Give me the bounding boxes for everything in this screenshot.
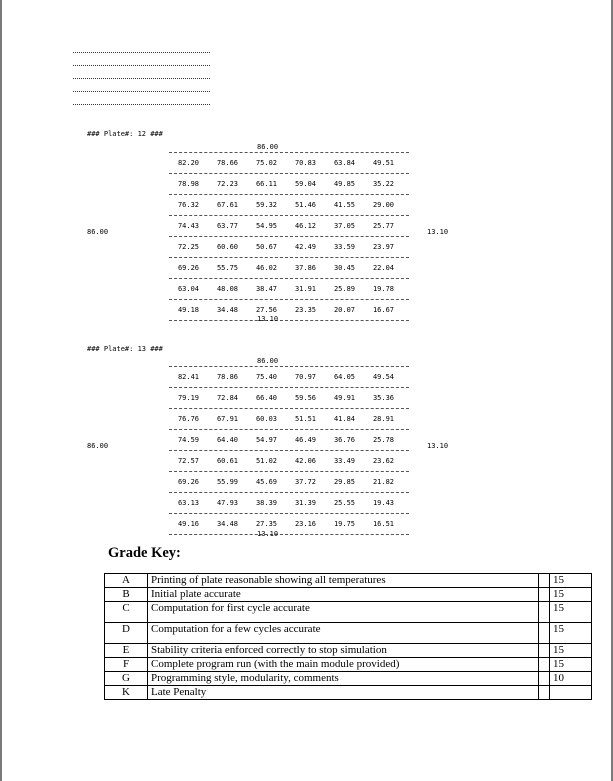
grade-letter: A [105, 574, 148, 588]
grade-letter: C [105, 602, 148, 623]
fill-in-line [73, 78, 210, 79]
grade-criterion: Complete program run (with the main module provided) [148, 658, 539, 672]
grade-key-row [105, 623, 592, 644]
grid-cell: 64.40 [216, 436, 239, 444]
grade-points: 15 [550, 602, 592, 623]
grid-cell: 67.61 [216, 201, 239, 209]
fill-in-line [73, 91, 210, 92]
grade-letter: K [105, 686, 148, 700]
grid-cell: 42.49 [294, 243, 317, 251]
grade-key-row [105, 672, 592, 686]
grid-cell: 23.62 [372, 457, 395, 465]
grid-cell: 30.45 [333, 264, 356, 272]
plate-grid [169, 152, 409, 321]
plate-right-temperature: 13.10 [427, 442, 449, 450]
grid-row [169, 514, 409, 534]
plate-grid [169, 366, 409, 535]
grid-cell: 33.59 [333, 243, 356, 251]
grid-cell: 25.89 [333, 285, 356, 293]
grid-cell: 51.02 [255, 457, 278, 465]
plate-bottom-temperature: 13.10 [257, 530, 279, 538]
grid-cell: 27.56 [255, 306, 278, 314]
column-gap [539, 686, 550, 700]
grid-row [169, 388, 409, 408]
grid-cell: 51.51 [294, 415, 317, 423]
grid-cell: 78.98 [177, 180, 200, 188]
grid-cell: 60.61 [216, 457, 239, 465]
grade-key-row [105, 658, 592, 672]
grid-cell: 41.55 [333, 201, 356, 209]
grade-key-row [105, 686, 592, 700]
grid-cell: 75.02 [255, 159, 278, 167]
grade-letter: G [105, 672, 148, 686]
grid-cell: 72.57 [177, 457, 200, 465]
grid-cell: 16.67 [372, 306, 395, 314]
grid-cell: 47.93 [216, 499, 239, 507]
grid-cell: 25.55 [333, 499, 356, 507]
fill-in-line [73, 52, 210, 53]
grid-cell: 49.91 [333, 394, 356, 402]
grid-cell: 46.49 [294, 436, 317, 444]
grid-row [169, 367, 409, 387]
grade-points: 15 [550, 588, 592, 602]
grid-cell: 70.97 [294, 373, 317, 381]
grid-cell: 25.78 [372, 436, 395, 444]
grid-cell: 28.91 [372, 415, 395, 423]
grid-row [169, 409, 409, 429]
grid-cell: 79.19 [177, 394, 200, 402]
grade-key-table [104, 573, 592, 700]
grid-cell: 60.60 [216, 243, 239, 251]
grid-cell: 74.59 [177, 436, 200, 444]
grid-cell: 70.83 [294, 159, 317, 167]
grade-points: 15 [550, 658, 592, 672]
grid-cell: 72.84 [216, 394, 239, 402]
grid-divider [169, 534, 409, 535]
grid-cell: 59.32 [255, 201, 278, 209]
grade-criterion: Late Penalty [148, 686, 539, 700]
grid-cell: 54.95 [255, 222, 278, 230]
grid-cell: 67.91 [216, 415, 239, 423]
grid-cell: 63.13 [177, 499, 200, 507]
grid-cell: 23.35 [294, 306, 317, 314]
grade-criterion: Programming style, modularity, comments [148, 672, 539, 686]
plate-left-temperature: 86.00 [87, 442, 109, 450]
grid-cell: 49.16 [177, 520, 200, 528]
plate-bottom-temperature: 13.10 [257, 315, 279, 323]
grade-points: 10 [550, 672, 592, 686]
grade-points [550, 686, 592, 700]
grade-letter: E [105, 644, 148, 658]
column-gap [539, 658, 550, 672]
column-gap [539, 574, 550, 588]
grade-key-title: Grade Key: [108, 545, 181, 561]
grid-row [169, 237, 409, 257]
grade-criterion: Computation for first cycle accurate [148, 602, 539, 623]
grid-cell: 45.69 [255, 478, 278, 486]
grid-cell: 64.05 [333, 373, 356, 381]
grid-cell: 23.97 [372, 243, 395, 251]
grade-criterion: Computation for a few cycles accurate [148, 623, 539, 644]
grid-cell: 72.23 [216, 180, 239, 188]
fill-in-line [73, 104, 210, 105]
grid-cell: 42.06 [294, 457, 317, 465]
grid-cell: 29.85 [333, 478, 356, 486]
grid-cell: 27.35 [255, 520, 278, 528]
grid-cell: 35.36 [372, 394, 395, 402]
column-gap [539, 644, 550, 658]
grid-cell: 16.51 [372, 520, 395, 528]
grid-cell: 46.02 [255, 264, 278, 272]
grade-criterion: Stability criteria enforced correctly to stop simulation [148, 644, 539, 658]
grade-letter: D [105, 623, 148, 644]
grid-cell: 41.84 [333, 415, 356, 423]
grid-cell: 37.72 [294, 478, 317, 486]
fill-in-line [73, 65, 210, 66]
grid-cell: 19.75 [333, 520, 356, 528]
grid-row [169, 279, 409, 299]
plate-left-temperature: 86.00 [87, 228, 109, 236]
grid-cell: 69.26 [177, 264, 200, 272]
grid-cell: 49.85 [333, 180, 356, 188]
grid-cell: 82.20 [177, 159, 200, 167]
grid-cell: 78.66 [216, 159, 239, 167]
grid-cell: 20.07 [333, 306, 356, 314]
grid-cell: 49.54 [372, 373, 395, 381]
grid-row [169, 300, 409, 320]
grid-row [169, 153, 409, 173]
grid-cell: 38.39 [255, 499, 278, 507]
grade-criterion: Initial plate accurate [148, 588, 539, 602]
grade-key-row [105, 602, 592, 623]
grid-row [169, 195, 409, 215]
grid-cell: 34.48 [216, 520, 239, 528]
grid-cell: 31.91 [294, 285, 317, 293]
grid-row [169, 493, 409, 513]
plate-header: ### Plate#: 13 ### [87, 345, 163, 353]
grid-cell: 82.41 [177, 373, 200, 381]
column-gap [539, 588, 550, 602]
grade-key-row [105, 574, 592, 588]
grid-divider [169, 320, 409, 321]
grid-cell: 49.18 [177, 306, 200, 314]
grid-cell: 66.11 [255, 180, 278, 188]
grade-points: 15 [550, 623, 592, 644]
grid-cell: 19.43 [372, 499, 395, 507]
plate-top-temperature: 86.00 [257, 357, 279, 365]
grid-cell: 74.43 [177, 222, 200, 230]
grid-row [169, 472, 409, 492]
grid-cell: 34.48 [216, 306, 239, 314]
grid-cell: 75.40 [255, 373, 278, 381]
grade-points: 15 [550, 574, 592, 588]
plate-top-temperature: 86.00 [257, 143, 279, 151]
grid-cell: 69.26 [177, 478, 200, 486]
grid-cell: 63.84 [333, 159, 356, 167]
plate-right-temperature: 13.10 [427, 228, 449, 236]
grid-cell: 37.05 [333, 222, 356, 230]
column-gap [539, 602, 550, 623]
grid-cell: 54.97 [255, 436, 278, 444]
grid-cell: 23.16 [294, 520, 317, 528]
column-gap [539, 623, 550, 644]
grade-key-row [105, 588, 592, 602]
grid-cell: 55.75 [216, 264, 239, 272]
grid-cell: 72.25 [177, 243, 200, 251]
grid-cell: 49.51 [372, 159, 395, 167]
grid-cell: 21.82 [372, 478, 395, 486]
plate-header: ### Plate#: 12 ### [87, 130, 163, 138]
grid-row [169, 430, 409, 450]
grade-key-row [105, 644, 592, 658]
grid-cell: 63.04 [177, 285, 200, 293]
grid-cell: 19.78 [372, 285, 395, 293]
column-gap [539, 672, 550, 686]
grid-cell: 78.86 [216, 373, 239, 381]
grid-row [169, 174, 409, 194]
grid-cell: 66.40 [255, 394, 278, 402]
grid-cell: 29.00 [372, 201, 395, 209]
grid-cell: 76.76 [177, 415, 200, 423]
grid-cell: 22.04 [372, 264, 395, 272]
grade-criterion: Printing of plate reasonable showing all temperatures [148, 574, 539, 588]
grid-row [169, 451, 409, 471]
grid-row [169, 216, 409, 236]
grid-cell: 37.86 [294, 264, 317, 272]
grid-cell: 48.08 [216, 285, 239, 293]
grid-cell: 31.39 [294, 499, 317, 507]
grid-cell: 36.76 [333, 436, 356, 444]
grid-cell: 60.03 [255, 415, 278, 423]
grade-points: 15 [550, 644, 592, 658]
grid-cell: 55.99 [216, 478, 239, 486]
grid-cell: 50.67 [255, 243, 278, 251]
grid-cell: 63.77 [216, 222, 239, 230]
page-left-border [0, 0, 2, 781]
grid-cell: 35.22 [372, 180, 395, 188]
grid-cell: 38.47 [255, 285, 278, 293]
grid-cell: 59.04 [294, 180, 317, 188]
grid-cell: 59.56 [294, 394, 317, 402]
grid-cell: 76.32 [177, 201, 200, 209]
grid-cell: 46.12 [294, 222, 317, 230]
grade-letter: F [105, 658, 148, 672]
grade-letter: B [105, 588, 148, 602]
grid-cell: 33.49 [333, 457, 356, 465]
grid-cell: 25.77 [372, 222, 395, 230]
grid-row [169, 258, 409, 278]
grid-cell: 51.46 [294, 201, 317, 209]
